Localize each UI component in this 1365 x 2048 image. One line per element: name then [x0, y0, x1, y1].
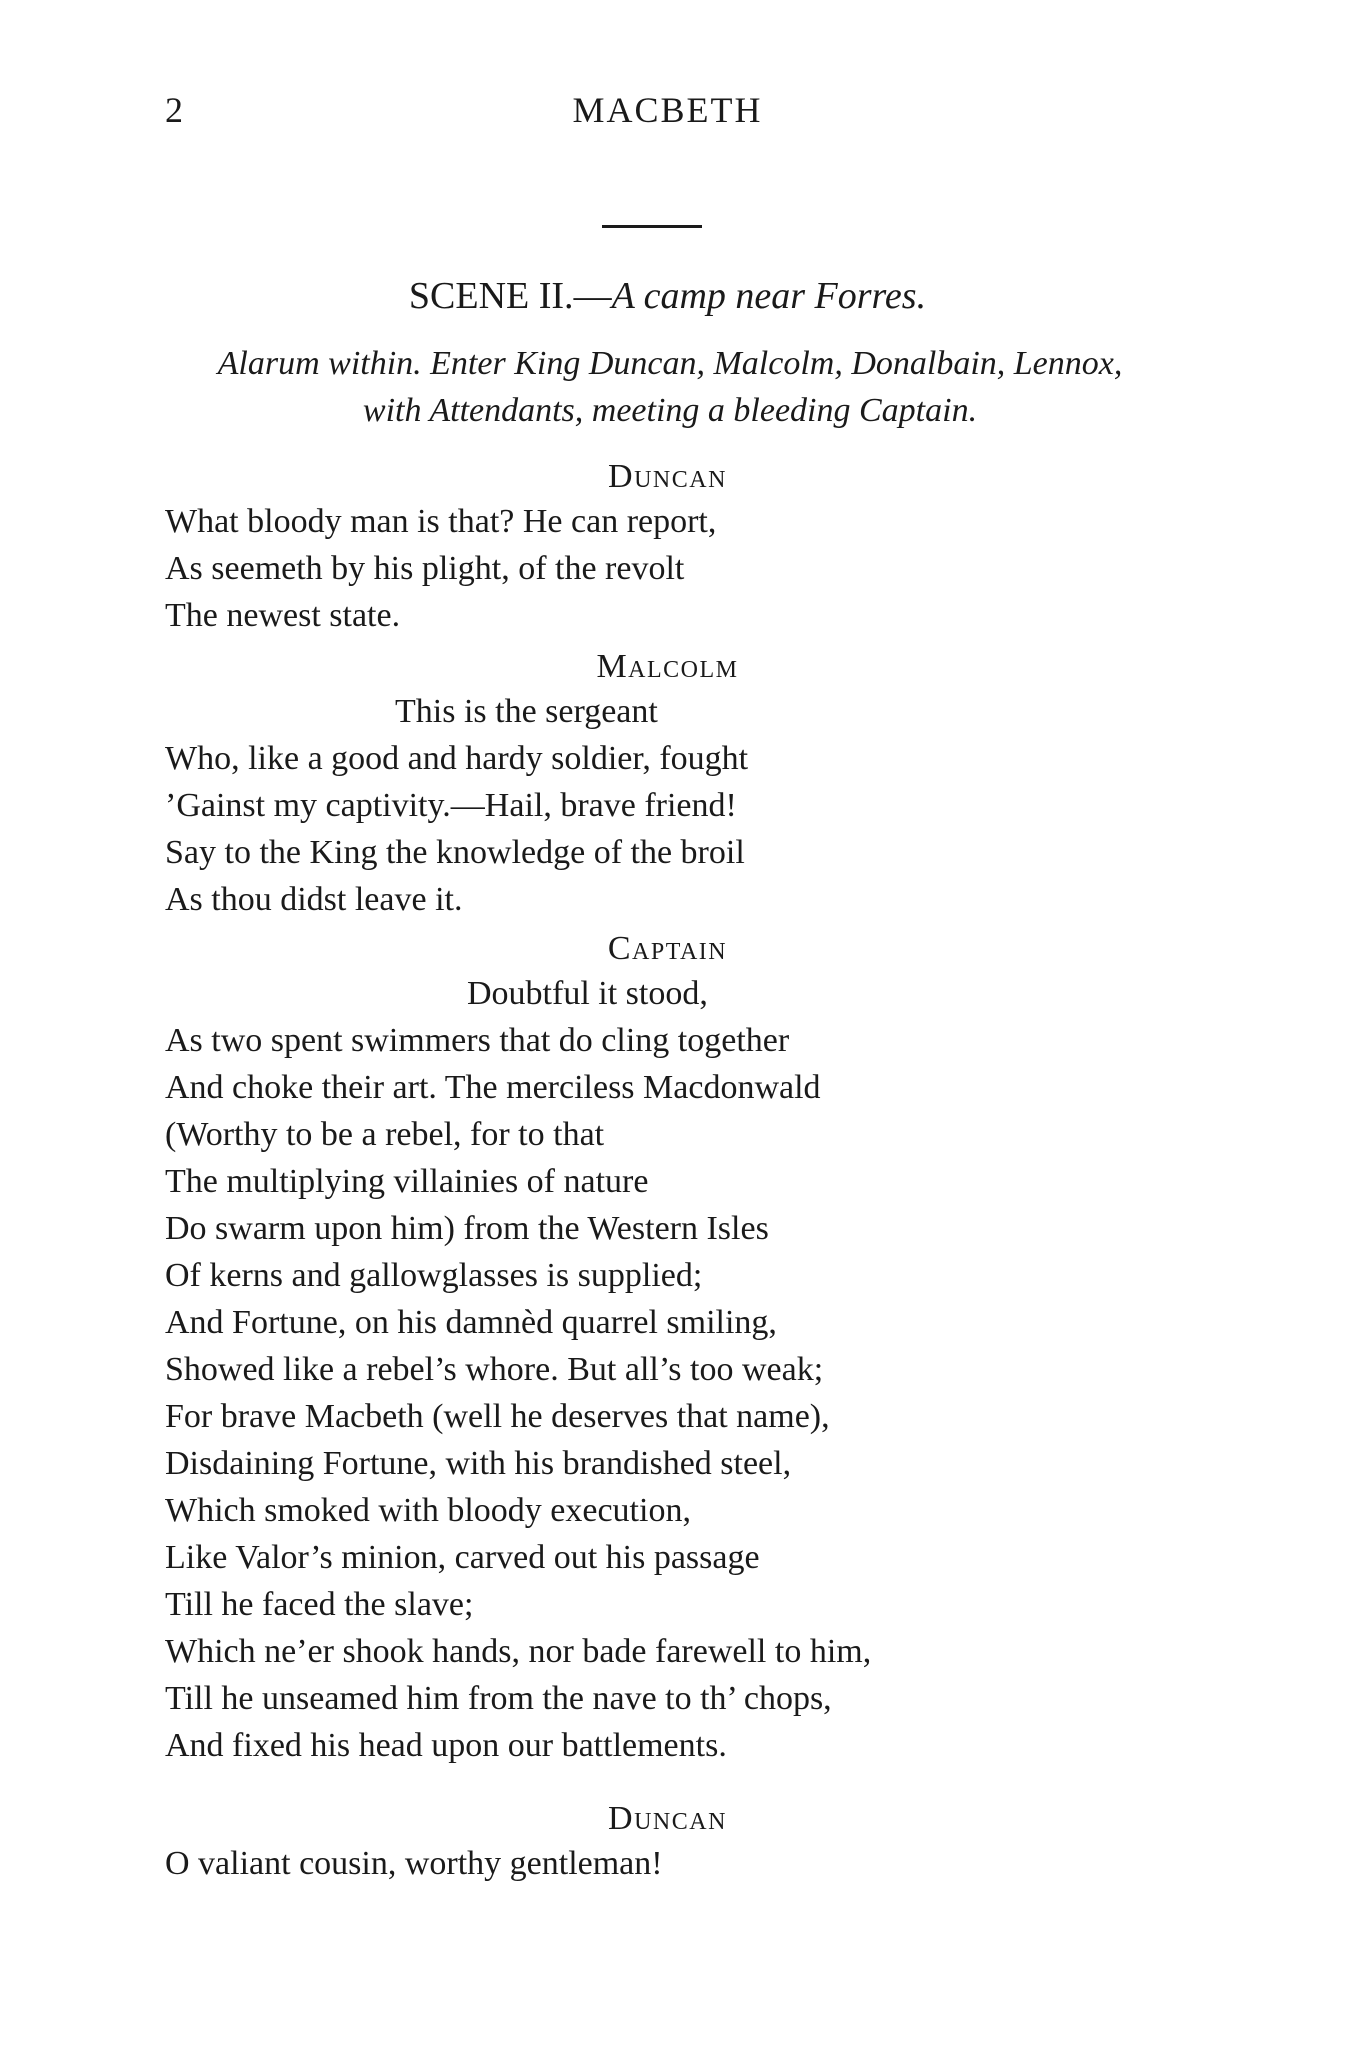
verse-line: What bloody man is that? He can report,	[165, 503, 717, 540]
verse-line: And choke their art. The merciless Macdonwald	[165, 1069, 821, 1106]
speaker-name: Malcolm	[596, 648, 739, 685]
verse-line: ’Gainst my captivity.—Hail, brave friend!	[165, 787, 737, 824]
verse-line: Doubtful it stood,	[467, 975, 708, 1012]
stage-direction-line: with Attendants, meeting a bleeding Captain.	[362, 392, 978, 429]
verse-line: Of kerns and gallowglasses is supplied;	[165, 1257, 703, 1294]
section-rule	[602, 225, 702, 228]
scene-dash: —	[573, 275, 612, 317]
verse-line: The newest state.	[165, 597, 401, 634]
scene-label: SCENE II.	[408, 275, 574, 317]
speech-verse	[165, 498, 716, 639]
verse-line: And Fortune, on his damnèd quarrel smiling,	[165, 1304, 777, 1341]
speaker-name: Duncan	[608, 1800, 727, 1837]
verse-line: O valiant cousin, worthy gentleman!	[165, 1845, 663, 1882]
verse-line: As thou didst leave it.	[165, 881, 463, 918]
verse-line: Till he unseamed him from the nave to th’ chops,	[165, 1680, 832, 1717]
stage-direction-line: Alarum within. Enter King Duncan, Malcolm, Donalbain, Lennox,	[217, 345, 1123, 382]
verse-line: Like Valor’s minion, carved out his passage	[165, 1539, 760, 1576]
verse-line: The multiplying villainies of nature	[165, 1163, 649, 1200]
speech-verse	[165, 1840, 663, 1887]
running-head: MACBETH	[572, 90, 763, 130]
verse-line: Who, like a good and hardy soldier, fought	[165, 740, 749, 777]
page-number: 2	[165, 90, 183, 130]
verse-line: Disdaining Fortune, with his brandished steel,	[165, 1445, 792, 1482]
verse-line: As two spent swimmers that do cling together	[165, 1022, 790, 1059]
verse-line: Which smoked with bloody execution,	[165, 1492, 691, 1529]
verse-line: Showed like a rebel’s whore. But all’s too weak;	[165, 1351, 824, 1388]
speaker-name: Duncan	[608, 458, 727, 495]
speaker-name: Captain	[607, 930, 728, 967]
verse-line: Say to the King the knowledge of the broil	[165, 834, 745, 871]
verse-line: For brave Macbeth (well he deserves that name),	[165, 1398, 830, 1435]
verse-line: As seemeth by his plight, of the revolt	[165, 550, 685, 587]
verse-line: And fixed his head upon our battlements.	[165, 1727, 727, 1764]
speech-verse	[165, 970, 871, 1769]
verse-line: Which ne’er shook hands, nor bade farewell to him,	[165, 1633, 872, 1670]
scene-heading	[0, 272, 1335, 320]
verse-line: This is the sergeant	[395, 693, 658, 730]
verse-line: Till he faced the slave;	[165, 1586, 474, 1623]
verse-line: (Worthy to be a rebel, for to that	[165, 1116, 605, 1153]
verse-line: Do swarm upon him) from the Western Isles	[165, 1210, 769, 1247]
speech-verse	[165, 688, 748, 923]
stage-direction	[160, 340, 1180, 434]
scene-location: A camp near Forres.	[611, 275, 927, 317]
